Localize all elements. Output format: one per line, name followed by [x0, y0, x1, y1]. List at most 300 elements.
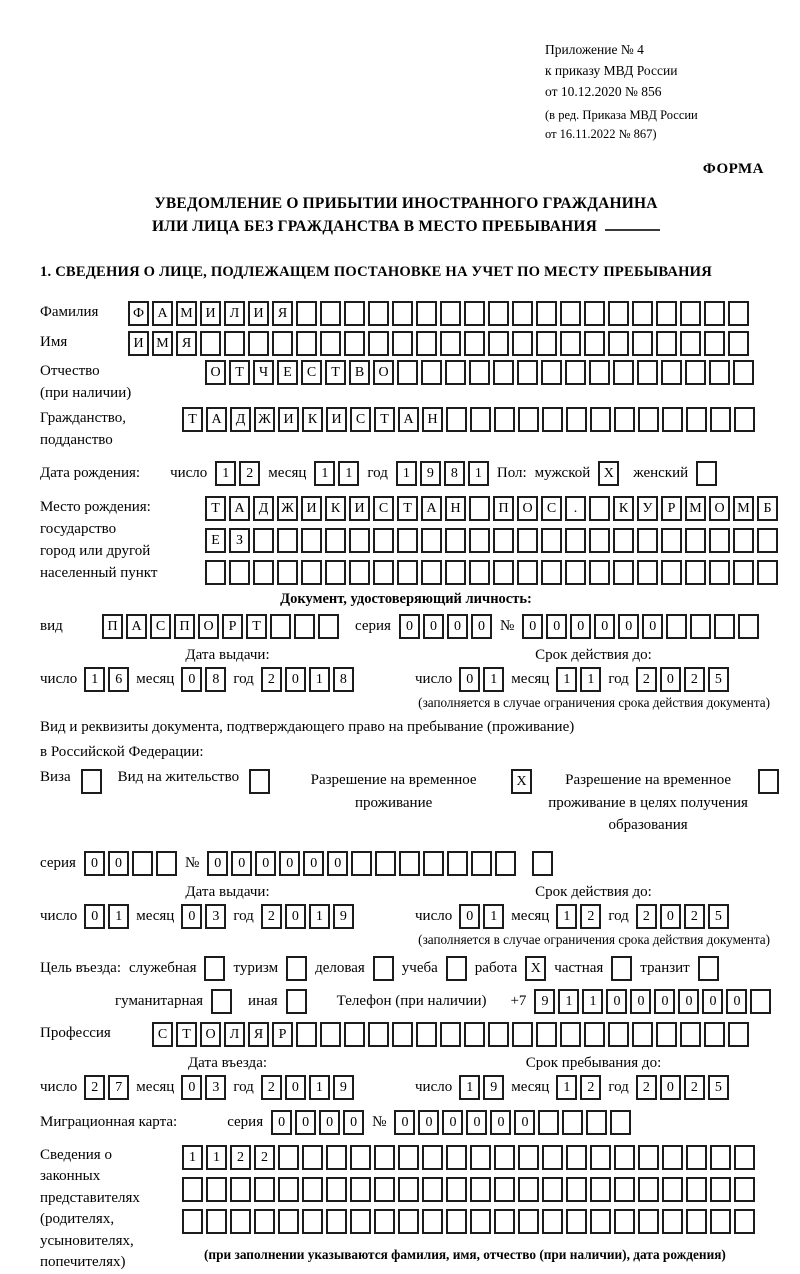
char-cell[interactable] — [662, 1177, 683, 1202]
char-cell[interactable]: 0 — [654, 989, 675, 1014]
char-cell[interactable] — [182, 1177, 203, 1202]
char-cell[interactable] — [132, 851, 153, 876]
residence-expiry-day-cells[interactable] — [459, 904, 504, 929]
char-cell[interactable]: 0 — [570, 614, 591, 639]
char-cell[interactable] — [728, 1022, 749, 1047]
char-cell[interactable]: 0 — [285, 667, 306, 692]
char-cell[interactable] — [613, 360, 634, 385]
char-cell[interactable] — [632, 331, 653, 356]
char-cell[interactable] — [608, 301, 629, 326]
char-cell[interactable] — [373, 560, 394, 585]
char-cell[interactable]: 1 — [556, 904, 577, 929]
char-cell[interactable] — [397, 560, 418, 585]
char-cell[interactable] — [494, 1145, 515, 1170]
char-cell[interactable] — [560, 1022, 581, 1047]
char-cell[interactable] — [344, 1022, 365, 1047]
char-cell[interactable] — [710, 407, 731, 432]
char-cell[interactable] — [589, 496, 610, 521]
char-cell[interactable] — [638, 1177, 659, 1202]
char-cell[interactable]: Е — [205, 528, 226, 553]
char-cell[interactable]: Б — [757, 496, 778, 521]
issue-month-cells[interactable] — [181, 667, 226, 692]
char-cell[interactable]: Ж — [277, 496, 298, 521]
birth-year-cells[interactable] — [396, 461, 489, 486]
patronymic-cells[interactable] — [205, 360, 754, 385]
char-cell[interactable]: 0 — [181, 904, 202, 929]
char-cell[interactable] — [182, 1209, 203, 1234]
char-cell[interactable]: 2 — [230, 1145, 251, 1170]
char-cell[interactable] — [517, 560, 538, 585]
char-cell[interactable]: А — [152, 301, 173, 326]
char-cell[interactable] — [368, 331, 389, 356]
char-cell[interactable] — [590, 1177, 611, 1202]
purpose-sluzhebnaya-checkbox[interactable] — [204, 956, 225, 981]
char-cell[interactable] — [326, 1209, 347, 1234]
char-cell[interactable]: Т — [397, 496, 418, 521]
char-cell[interactable] — [586, 1110, 607, 1135]
char-cell[interactable] — [398, 1177, 419, 1202]
char-cell[interactable]: 2 — [636, 667, 657, 692]
char-cell[interactable] — [350, 1145, 371, 1170]
char-cell[interactable] — [470, 1177, 491, 1202]
char-cell[interactable]: 0 — [231, 851, 252, 876]
char-cell[interactable] — [373, 528, 394, 553]
stay-day-cells[interactable] — [459, 1075, 504, 1100]
char-cell[interactable] — [350, 1209, 371, 1234]
char-cell[interactable]: 8 — [205, 667, 226, 692]
char-cell[interactable]: 0 — [108, 851, 129, 876]
char-cell[interactable] — [494, 1209, 515, 1234]
char-cell[interactable] — [416, 331, 437, 356]
char-cell[interactable] — [469, 560, 490, 585]
char-cell[interactable] — [590, 1209, 611, 1234]
char-cell[interactable]: 9 — [534, 989, 555, 1014]
char-cell[interactable]: О — [373, 360, 394, 385]
char-cell[interactable]: 0 — [678, 989, 699, 1014]
char-cell[interactable] — [318, 614, 339, 639]
char-cell[interactable] — [470, 407, 491, 432]
char-cell[interactable] — [296, 331, 317, 356]
char-cell[interactable]: Т — [182, 407, 203, 432]
char-cell[interactable] — [464, 331, 485, 356]
char-cell[interactable] — [632, 301, 653, 326]
char-cell[interactable]: 0 — [255, 851, 276, 876]
representatives-cells-row3[interactable] — [182, 1209, 755, 1234]
char-cell[interactable] — [349, 528, 370, 553]
entry-month-cells[interactable] — [181, 1075, 226, 1100]
char-cell[interactable]: Ф — [128, 301, 149, 326]
char-cell[interactable]: М — [176, 301, 197, 326]
char-cell[interactable]: Т — [374, 407, 395, 432]
char-cell[interactable]: 5 — [708, 1075, 729, 1100]
purpose-chastnaya-checkbox[interactable] — [611, 956, 632, 981]
char-cell[interactable] — [421, 528, 442, 553]
char-cell[interactable] — [656, 1022, 677, 1047]
char-cell[interactable] — [566, 407, 587, 432]
char-cell[interactable] — [589, 528, 610, 553]
phone-cells[interactable] — [534, 989, 771, 1014]
temp-residence-checkbox[interactable]: X — [511, 769, 532, 794]
char-cell[interactable] — [709, 560, 730, 585]
firstname-cells[interactable] — [128, 331, 749, 356]
char-cell[interactable]: С — [150, 614, 171, 639]
char-cell[interactable] — [493, 360, 514, 385]
char-cell[interactable] — [560, 331, 581, 356]
char-cell[interactable]: Р — [661, 496, 682, 521]
char-cell[interactable] — [440, 1022, 461, 1047]
char-cell[interactable]: Е — [277, 360, 298, 385]
char-cell[interactable]: 3 — [205, 1075, 226, 1100]
char-cell[interactable] — [440, 301, 461, 326]
char-cell[interactable] — [685, 528, 706, 553]
char-cell[interactable] — [536, 331, 557, 356]
char-cell[interactable]: 1 — [309, 1075, 330, 1100]
char-cell[interactable]: 0 — [303, 851, 324, 876]
char-cell[interactable] — [656, 301, 677, 326]
char-cell[interactable] — [662, 407, 683, 432]
char-cell[interactable] — [560, 301, 581, 326]
char-cell[interactable] — [421, 560, 442, 585]
char-cell[interactable] — [320, 331, 341, 356]
char-cell[interactable] — [278, 1145, 299, 1170]
residence-number-extra-cell[interactable] — [532, 851, 553, 876]
char-cell[interactable]: О — [200, 1022, 221, 1047]
char-cell[interactable] — [608, 1022, 629, 1047]
char-cell[interactable] — [447, 851, 468, 876]
char-cell[interactable] — [512, 301, 533, 326]
char-cell[interactable]: 0 — [181, 667, 202, 692]
char-cell[interactable] — [374, 1209, 395, 1234]
purpose-ucheba-checkbox[interactable] — [446, 956, 467, 981]
char-cell[interactable] — [666, 614, 687, 639]
char-cell[interactable] — [351, 851, 372, 876]
char-cell[interactable]: 0 — [285, 904, 306, 929]
char-cell[interactable] — [638, 1209, 659, 1234]
residence-issue-year-cells[interactable] — [261, 904, 354, 929]
char-cell[interactable]: 1 — [556, 667, 577, 692]
char-cell[interactable] — [638, 407, 659, 432]
char-cell[interactable]: И — [301, 496, 322, 521]
char-cell[interactable] — [349, 560, 370, 585]
char-cell[interactable] — [690, 614, 711, 639]
char-cell[interactable] — [277, 560, 298, 585]
expiry-month-cells[interactable] — [556, 667, 601, 692]
char-cell[interactable] — [610, 1110, 631, 1135]
char-cell[interactable]: 2 — [636, 904, 657, 929]
char-cell[interactable] — [608, 331, 629, 356]
char-cell[interactable]: У — [637, 496, 658, 521]
char-cell[interactable]: П — [102, 614, 123, 639]
char-cell[interactable] — [302, 1145, 323, 1170]
char-cell[interactable] — [532, 851, 553, 876]
char-cell[interactable]: О — [205, 360, 226, 385]
char-cell[interactable]: 0 — [594, 614, 615, 639]
char-cell[interactable] — [734, 1177, 755, 1202]
char-cell[interactable]: Т — [246, 614, 267, 639]
char-cell[interactable]: 1 — [468, 461, 489, 486]
birth-month-cells[interactable] — [314, 461, 359, 486]
char-cell[interactable]: Н — [422, 407, 443, 432]
char-cell[interactable] — [278, 1177, 299, 1202]
mc-series-cells[interactable] — [271, 1110, 364, 1135]
char-cell[interactable]: М — [685, 496, 706, 521]
char-cell[interactable] — [536, 1022, 557, 1047]
entry-year-cells[interactable] — [261, 1075, 354, 1100]
char-cell[interactable] — [446, 1145, 467, 1170]
char-cell[interactable] — [738, 614, 759, 639]
char-cell[interactable]: Д — [253, 496, 274, 521]
char-cell[interactable] — [613, 560, 634, 585]
char-cell[interactable] — [686, 1209, 707, 1234]
char-cell[interactable] — [254, 1177, 275, 1202]
char-cell[interactable]: Ч — [253, 360, 274, 385]
char-cell[interactable]: 1 — [580, 667, 601, 692]
char-cell[interactable]: 1 — [396, 461, 417, 486]
char-cell[interactable] — [494, 1177, 515, 1202]
char-cell[interactable] — [206, 1209, 227, 1234]
char-cell[interactable] — [728, 301, 749, 326]
char-cell[interactable]: 0 — [630, 989, 651, 1014]
stay-year-cells[interactable] — [636, 1075, 729, 1100]
char-cell[interactable]: Ж — [254, 407, 275, 432]
citizenship-cells[interactable] — [182, 407, 755, 432]
char-cell[interactable]: 0 — [447, 614, 468, 639]
char-cell[interactable]: 0 — [660, 904, 681, 929]
char-cell[interactable] — [680, 1022, 701, 1047]
char-cell[interactable] — [488, 331, 509, 356]
purpose-turizm-checkbox[interactable] — [286, 956, 307, 981]
birth-place-cells-row1[interactable] — [205, 496, 778, 521]
char-cell[interactable]: С — [152, 1022, 173, 1047]
char-cell[interactable] — [662, 1145, 683, 1170]
char-cell[interactable]: 1 — [182, 1145, 203, 1170]
char-cell[interactable]: 2 — [580, 1075, 601, 1100]
char-cell[interactable] — [566, 1145, 587, 1170]
char-cell[interactable] — [446, 407, 467, 432]
char-cell[interactable] — [565, 560, 586, 585]
char-cell[interactable]: 2 — [684, 904, 705, 929]
birth-place-cells-row2[interactable] — [205, 528, 778, 553]
char-cell[interactable]: И — [128, 331, 149, 356]
char-cell[interactable]: Р — [222, 614, 243, 639]
char-cell[interactable]: 1 — [556, 1075, 577, 1100]
char-cell[interactable]: 2 — [636, 1075, 657, 1100]
char-cell[interactable] — [416, 1022, 437, 1047]
char-cell[interactable]: 1 — [84, 667, 105, 692]
char-cell[interactable]: 5 — [708, 904, 729, 929]
char-cell[interactable]: С — [350, 407, 371, 432]
char-cell[interactable]: 0 — [418, 1110, 439, 1135]
expiry-year-cells[interactable] — [636, 667, 729, 692]
char-cell[interactable] — [590, 1145, 611, 1170]
residence-number-cells[interactable] — [207, 851, 516, 876]
char-cell[interactable] — [205, 560, 226, 585]
char-cell[interactable]: И — [349, 496, 370, 521]
char-cell[interactable] — [518, 407, 539, 432]
char-cell[interactable] — [542, 407, 563, 432]
char-cell[interactable]: С — [541, 496, 562, 521]
char-cell[interactable]: 0 — [471, 614, 492, 639]
char-cell[interactable]: 0 — [726, 989, 747, 1014]
char-cell[interactable] — [710, 1209, 731, 1234]
profession-cells[interactable] — [152, 1022, 749, 1047]
char-cell[interactable] — [296, 1022, 317, 1047]
mc-number-cells[interactable] — [394, 1110, 631, 1135]
char-cell[interactable] — [661, 560, 682, 585]
char-cell[interactable]: 2 — [580, 904, 601, 929]
char-cell[interactable] — [685, 360, 706, 385]
char-cell[interactable] — [518, 1177, 539, 1202]
char-cell[interactable]: 1 — [215, 461, 236, 486]
issue-day-cells[interactable] — [84, 667, 129, 692]
char-cell[interactable]: О — [709, 496, 730, 521]
char-cell[interactable]: 2 — [84, 1075, 105, 1100]
char-cell[interactable]: 0 — [319, 1110, 340, 1135]
char-cell[interactable] — [398, 1145, 419, 1170]
char-cell[interactable]: 0 — [466, 1110, 487, 1135]
char-cell[interactable] — [301, 560, 322, 585]
char-cell[interactable]: А — [206, 407, 227, 432]
char-cell[interactable]: 1 — [206, 1145, 227, 1170]
char-cell[interactable] — [302, 1177, 323, 1202]
char-cell[interactable] — [565, 528, 586, 553]
char-cell[interactable] — [562, 1110, 583, 1135]
char-cell[interactable]: К — [302, 407, 323, 432]
char-cell[interactable]: Т — [325, 360, 346, 385]
char-cell[interactable] — [326, 1145, 347, 1170]
char-cell[interactable] — [590, 407, 611, 432]
char-cell[interactable]: 2 — [254, 1145, 275, 1170]
char-cell[interactable] — [469, 528, 490, 553]
char-cell[interactable]: 0 — [84, 904, 105, 929]
char-cell[interactable]: 0 — [660, 1075, 681, 1100]
char-cell[interactable] — [469, 360, 490, 385]
char-cell[interactable] — [374, 1145, 395, 1170]
char-cell[interactable]: М — [733, 496, 754, 521]
char-cell[interactable] — [656, 331, 677, 356]
char-cell[interactable] — [512, 1022, 533, 1047]
char-cell[interactable]: 9 — [333, 904, 354, 929]
char-cell[interactable] — [320, 1022, 341, 1047]
char-cell[interactable] — [733, 560, 754, 585]
char-cell[interactable] — [733, 360, 754, 385]
char-cell[interactable]: П — [174, 614, 195, 639]
char-cell[interactable]: Т — [205, 496, 226, 521]
char-cell[interactable] — [416, 301, 437, 326]
char-cell[interactable] — [422, 1177, 443, 1202]
char-cell[interactable]: 1 — [314, 461, 335, 486]
char-cell[interactable]: 0 — [279, 851, 300, 876]
char-cell[interactable] — [709, 528, 730, 553]
char-cell[interactable] — [374, 1177, 395, 1202]
char-cell[interactable]: Д — [230, 407, 251, 432]
char-cell[interactable] — [253, 560, 274, 585]
char-cell[interactable]: И — [278, 407, 299, 432]
char-cell[interactable]: 0 — [181, 1075, 202, 1100]
char-cell[interactable] — [542, 1145, 563, 1170]
char-cell[interactable] — [294, 614, 315, 639]
char-cell[interactable] — [488, 301, 509, 326]
char-cell[interactable] — [296, 301, 317, 326]
char-cell[interactable]: О — [517, 496, 538, 521]
char-cell[interactable] — [518, 1209, 539, 1234]
char-cell[interactable]: 0 — [343, 1110, 364, 1135]
representatives-cells-row1[interactable] — [182, 1145, 755, 1170]
char-cell[interactable] — [445, 560, 466, 585]
char-cell[interactable] — [541, 528, 562, 553]
char-cell[interactable] — [156, 851, 177, 876]
char-cell[interactable] — [614, 1209, 635, 1234]
residence-expiry-month-cells[interactable] — [556, 904, 601, 929]
residence-permit-checkbox[interactable] — [249, 769, 270, 794]
doc-series-cells[interactable] — [399, 614, 492, 639]
char-cell[interactable] — [494, 407, 515, 432]
char-cell[interactable] — [686, 1177, 707, 1202]
char-cell[interactable] — [542, 1209, 563, 1234]
char-cell[interactable] — [709, 360, 730, 385]
char-cell[interactable] — [488, 1022, 509, 1047]
char-cell[interactable] — [206, 1177, 227, 1202]
char-cell[interactable] — [542, 1177, 563, 1202]
char-cell[interactable] — [517, 528, 538, 553]
purpose-tranzit-checkbox[interactable] — [698, 956, 719, 981]
char-cell[interactable]: 3 — [205, 904, 226, 929]
char-cell[interactable] — [566, 1177, 587, 1202]
temp-residence-education-checkbox[interactable] — [758, 769, 779, 794]
char-cell[interactable] — [272, 331, 293, 356]
char-cell[interactable] — [253, 528, 274, 553]
birth-place-cells-row3[interactable] — [205, 560, 778, 585]
char-cell[interactable] — [613, 528, 634, 553]
char-cell[interactable] — [637, 360, 658, 385]
char-cell[interactable] — [614, 1177, 635, 1202]
char-cell[interactable] — [423, 851, 444, 876]
char-cell[interactable] — [229, 560, 250, 585]
char-cell[interactable] — [301, 528, 322, 553]
char-cell[interactable] — [512, 331, 533, 356]
char-cell[interactable] — [714, 614, 735, 639]
char-cell[interactable] — [200, 331, 221, 356]
char-cell[interactable] — [230, 1209, 251, 1234]
char-cell[interactable] — [614, 407, 635, 432]
char-cell[interactable] — [704, 301, 725, 326]
char-cell[interactable]: Н — [445, 496, 466, 521]
char-cell[interactable]: 6 — [108, 667, 129, 692]
char-cell[interactable] — [734, 1209, 755, 1234]
char-cell[interactable] — [517, 360, 538, 385]
char-cell[interactable] — [302, 1209, 323, 1234]
char-cell[interactable] — [584, 331, 605, 356]
char-cell[interactable] — [344, 301, 365, 326]
char-cell[interactable]: 9 — [333, 1075, 354, 1100]
char-cell[interactable]: И — [326, 407, 347, 432]
char-cell[interactable]: П — [493, 496, 514, 521]
char-cell[interactable] — [397, 360, 418, 385]
char-cell[interactable] — [469, 496, 490, 521]
char-cell[interactable] — [399, 851, 420, 876]
char-cell[interactable] — [638, 1145, 659, 1170]
char-cell[interactable] — [518, 1145, 539, 1170]
char-cell[interactable] — [422, 1145, 443, 1170]
char-cell[interactable]: А — [126, 614, 147, 639]
char-cell[interactable] — [661, 360, 682, 385]
doc-kind-cells[interactable] — [102, 614, 339, 639]
char-cell[interactable] — [422, 1209, 443, 1234]
stay-month-cells[interactable] — [556, 1075, 601, 1100]
residence-issue-month-cells[interactable] — [181, 904, 226, 929]
representatives-cells-row2[interactable] — [182, 1177, 755, 1202]
char-cell[interactable] — [445, 528, 466, 553]
